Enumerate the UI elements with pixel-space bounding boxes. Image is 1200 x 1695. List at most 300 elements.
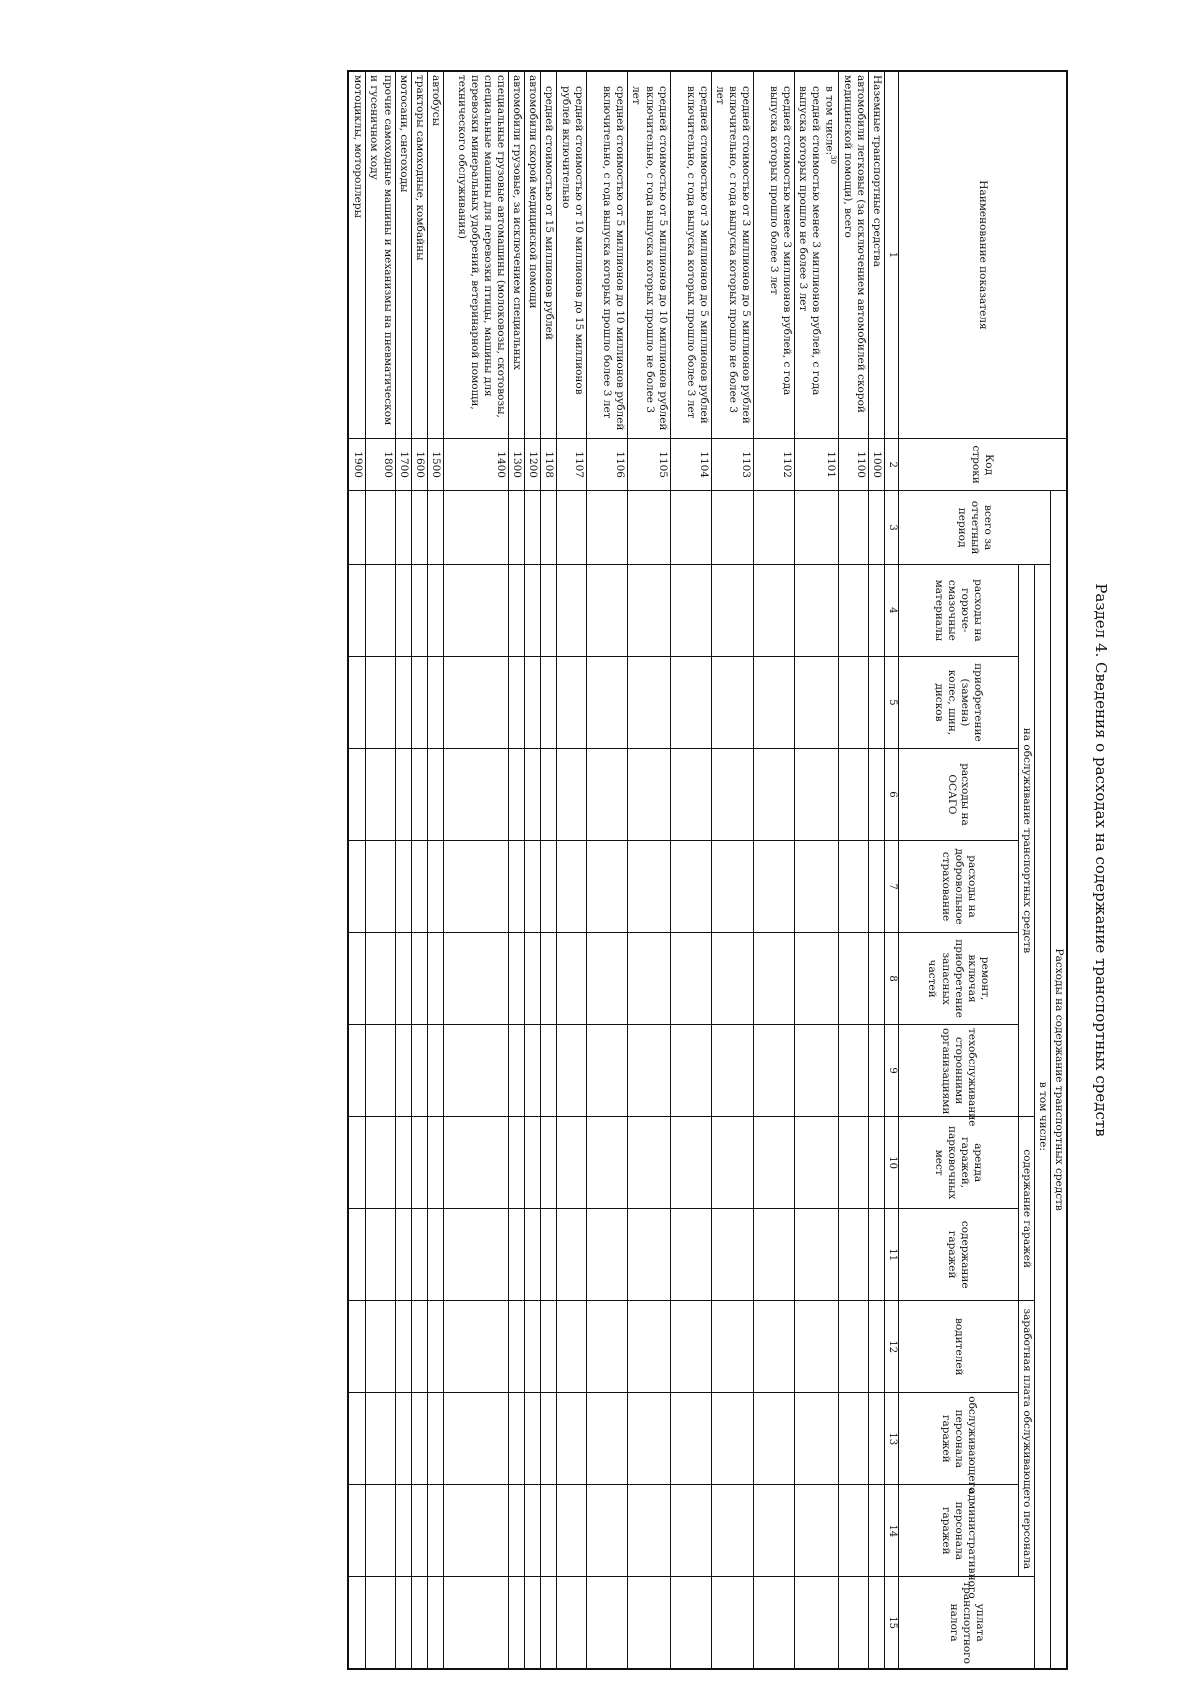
header-garage-staff: обслуживающего персонала гаражей (898, 1393, 1018, 1485)
value-cell[interactable] (349, 1485, 366, 1577)
value-cell[interactable] (587, 1209, 628, 1301)
value-cell[interactable] (395, 1485, 411, 1577)
row-name (411, 71, 427, 438)
value-cell[interactable] (411, 1117, 427, 1209)
value-cell[interactable] (711, 748, 753, 840)
value-cell[interactable] (395, 1117, 411, 1209)
value-cell[interactable] (754, 491, 795, 564)
value-cell[interactable] (411, 748, 427, 840)
value-cell[interactable] (869, 933, 885, 1025)
value-cell[interactable] (525, 840, 541, 932)
value-cell[interactable] (754, 748, 795, 840)
value-cell[interactable] (444, 1485, 509, 1577)
value-cell[interactable] (754, 1209, 795, 1301)
row-name-text: мотоциклы, мотороллеры (351, 75, 364, 218)
value-cell[interactable] (754, 1393, 795, 1485)
header-group-service: на обслуживание транспортных средств (1018, 564, 1034, 1116)
value-cell[interactable] (509, 564, 525, 656)
value-cell[interactable] (670, 564, 711, 656)
header-garage-rent: аренда гаражей, парковочных мест (898, 1117, 1018, 1209)
value-cell[interactable] (395, 748, 411, 840)
value-cell[interactable] (411, 1485, 427, 1577)
table-row (541, 71, 557, 1669)
value-cell[interactable] (670, 840, 711, 932)
value-cell[interactable] (869, 564, 885, 656)
value-cell[interactable] (349, 840, 366, 932)
col-number: 7 (885, 840, 899, 932)
value-cell[interactable] (395, 1301, 411, 1393)
value-cell[interactable] (411, 933, 427, 1025)
header-garage-upkeep: содержание гаражей (898, 1209, 1018, 1301)
col-number: 11 (885, 1209, 899, 1301)
value-cell[interactable] (711, 1117, 753, 1209)
value-cell[interactable] (587, 491, 628, 564)
value-cell[interactable] (839, 1485, 869, 1577)
value-cell[interactable] (670, 1209, 711, 1301)
row-name-prefix: в том числе: (823, 86, 836, 156)
value-cell[interactable] (587, 933, 628, 1025)
value-cell[interactable] (509, 840, 525, 932)
value-cell[interactable] (525, 748, 541, 840)
value-cell[interactable] (525, 1393, 541, 1485)
value-cell[interactable] (509, 656, 525, 748)
value-cell[interactable] (427, 1117, 443, 1209)
value-cell[interactable] (525, 1301, 541, 1393)
value-cell[interactable] (670, 933, 711, 1025)
row-name (628, 71, 670, 438)
value-cell[interactable] (349, 1117, 366, 1209)
value-cell[interactable] (557, 933, 587, 1025)
value-cell[interactable] (541, 1393, 557, 1485)
value-cell[interactable] (839, 1209, 869, 1301)
value-cell[interactable] (349, 656, 366, 748)
value-cell[interactable] (427, 1577, 443, 1669)
header-fuel: расходы на горюче-смазочные материалы (898, 564, 1018, 656)
value-cell[interactable] (557, 748, 587, 840)
value-cell[interactable] (795, 564, 839, 656)
value-cell[interactable] (670, 1485, 711, 1577)
value-cell[interactable] (557, 564, 587, 656)
header-repair: ремонт, включая приобретение запасных частей (898, 933, 1018, 1025)
value-cell[interactable] (411, 1577, 427, 1669)
row-name-text: средней стоимостью от 5 миллионов до 10 миллионов рублей включительно, с года выпуска которых прошло более 3 лет (601, 86, 627, 431)
header-indicator-name: Наименование показателя (898, 71, 1067, 438)
value-cell[interactable] (525, 1577, 541, 1669)
value-cell[interactable] (365, 1301, 395, 1393)
row-name-text: автобусы (430, 75, 442, 127)
value-cell[interactable] (754, 1025, 795, 1117)
value-cell[interactable] (541, 1485, 557, 1577)
value-cell[interactable] (795, 933, 839, 1025)
value-cell[interactable] (509, 748, 525, 840)
value-cell[interactable] (670, 491, 711, 564)
value-cell[interactable] (349, 1025, 366, 1117)
col-number: 3 (885, 491, 899, 564)
value-cell[interactable] (365, 1209, 395, 1301)
row-name (444, 71, 509, 438)
value-cell[interactable] (839, 1301, 869, 1393)
value-cell[interactable] (509, 1393, 525, 1485)
value-cell[interactable] (628, 1025, 670, 1117)
value-cell[interactable] (509, 1117, 525, 1209)
value-cell[interactable] (628, 1577, 670, 1669)
value-cell[interactable] (754, 840, 795, 932)
value-cell[interactable] (349, 933, 366, 1025)
value-cell[interactable] (525, 1485, 541, 1577)
value-cell[interactable] (411, 656, 427, 748)
value-cell[interactable] (711, 1301, 753, 1393)
value-cell[interactable] (395, 1577, 411, 1669)
row-code: 1101 (795, 438, 839, 490)
value-cell[interactable] (444, 840, 509, 932)
value-cell[interactable] (427, 933, 443, 1025)
value-cell[interactable] (839, 840, 869, 932)
value-cell[interactable] (557, 1577, 587, 1669)
value-cell[interactable] (444, 1577, 509, 1669)
value-cell[interactable] (349, 491, 366, 564)
value-cell[interactable] (365, 1025, 395, 1117)
value-cell[interactable] (711, 1485, 753, 1577)
header-drivers: водителей (898, 1301, 1018, 1393)
value-cell[interactable] (349, 1577, 366, 1669)
value-cell[interactable] (670, 656, 711, 748)
value-cell[interactable] (349, 1301, 366, 1393)
value-cell[interactable] (711, 933, 753, 1025)
value-cell[interactable] (711, 1025, 753, 1117)
value-cell[interactable] (711, 840, 753, 932)
value-cell[interactable] (541, 933, 557, 1025)
value-cell[interactable] (365, 1485, 395, 1577)
value-cell[interactable] (427, 491, 443, 564)
table-row (795, 71, 839, 1669)
value-cell[interactable] (349, 1209, 366, 1301)
value-cell[interactable] (541, 1577, 557, 1669)
value-cell[interactable] (525, 933, 541, 1025)
col-number: 10 (885, 1117, 899, 1209)
col-number: 1 (885, 71, 899, 438)
row-name (525, 71, 541, 438)
value-cell[interactable] (869, 1577, 885, 1669)
value-cell[interactable] (444, 933, 509, 1025)
value-cell[interactable] (839, 1025, 869, 1117)
value-cell[interactable] (869, 1301, 885, 1393)
value-cell[interactable] (395, 840, 411, 932)
value-cell[interactable] (839, 656, 869, 748)
value-cell[interactable] (444, 1393, 509, 1485)
value-cell[interactable] (670, 1025, 711, 1117)
value-cell[interactable] (587, 1485, 628, 1577)
value-cell[interactable] (628, 1117, 670, 1209)
value-cell[interactable] (541, 1301, 557, 1393)
col-number: 4 (885, 564, 899, 656)
value-cell[interactable] (411, 1209, 427, 1301)
col-number: 8 (885, 933, 899, 1025)
value-cell[interactable] (795, 1117, 839, 1209)
value-cell[interactable] (411, 1393, 427, 1485)
value-cell[interactable] (411, 491, 427, 564)
col-number: 15 (885, 1577, 899, 1669)
row-code: 1107 (557, 438, 587, 490)
value-cell[interactable] (869, 748, 885, 840)
header-voluntary-insurance: расходы на добровольное страхование (898, 840, 1018, 932)
value-cell[interactable] (411, 1301, 427, 1393)
value-cell[interactable] (754, 1301, 795, 1393)
row-code: 1000 (869, 438, 885, 490)
value-cell[interactable] (349, 748, 366, 840)
value-cell[interactable] (711, 656, 753, 748)
value-cell[interactable] (670, 1577, 711, 1669)
value-cell[interactable] (557, 1209, 587, 1301)
value-cell[interactable] (795, 1393, 839, 1485)
value-cell[interactable] (427, 1209, 443, 1301)
value-cell[interactable] (444, 564, 509, 656)
value-cell[interactable] (525, 656, 541, 748)
rotated-page (30, 30, 1130, 1690)
row-name (839, 71, 869, 438)
value-cell[interactable] (365, 1577, 395, 1669)
value-cell[interactable] (754, 1577, 795, 1669)
row-name-text: специальные грузовые автомашины (молоковозы, скотовозы, специальные машины для перевозки птицы, машины для перевозки минеральных удобрений, ветеринарной помощи, технического обслуживания) (455, 75, 507, 418)
value-cell[interactable] (557, 840, 587, 932)
value-cell[interactable] (795, 1301, 839, 1393)
value-cell[interactable] (628, 1209, 670, 1301)
row-name (587, 71, 628, 438)
value-cell[interactable] (411, 1025, 427, 1117)
value-cell[interactable] (525, 564, 541, 656)
value-cell[interactable] (557, 1393, 587, 1485)
value-cell[interactable] (754, 656, 795, 748)
value-cell[interactable] (795, 1025, 839, 1117)
value-cell[interactable] (444, 1117, 509, 1209)
value-cell[interactable] (869, 1485, 885, 1577)
value-cell[interactable] (444, 1301, 509, 1393)
value-cell[interactable] (525, 1117, 541, 1209)
value-cell[interactable] (541, 564, 557, 656)
value-cell[interactable] (795, 1209, 839, 1301)
value-cell[interactable] (754, 933, 795, 1025)
value-cell[interactable] (628, 1393, 670, 1485)
value-cell[interactable] (395, 656, 411, 748)
value-cell[interactable] (444, 656, 509, 748)
col-number: 9 (885, 1025, 899, 1117)
value-cell[interactable] (509, 1025, 525, 1117)
value-cell[interactable] (557, 1485, 587, 1577)
table-row (839, 71, 869, 1669)
value-cell[interactable] (365, 840, 395, 932)
value-cell[interactable] (427, 656, 443, 748)
value-cell[interactable] (444, 748, 509, 840)
value-cell[interactable] (509, 1577, 525, 1669)
value-cell[interactable] (587, 656, 628, 748)
value-cell[interactable] (509, 1485, 525, 1577)
value-cell[interactable] (795, 748, 839, 840)
value-cell[interactable] (587, 1577, 628, 1669)
value-cell[interactable] (795, 840, 839, 932)
header-group-main: Расходы на содержание транспортных средств (1050, 491, 1067, 1669)
table-row (509, 71, 525, 1669)
value-cell[interactable] (869, 1025, 885, 1117)
value-cell[interactable] (365, 933, 395, 1025)
value-cell[interactable] (365, 564, 395, 656)
row-code: 1108 (541, 438, 557, 490)
value-cell[interactable] (587, 564, 628, 656)
value-cell[interactable] (557, 1025, 587, 1117)
value-cell[interactable] (557, 1301, 587, 1393)
value-cell[interactable] (444, 491, 509, 564)
value-cell[interactable] (754, 564, 795, 656)
value-cell[interactable] (365, 1393, 395, 1485)
row-name-text: автомобили грузовые, за исключением специальных (511, 75, 524, 370)
value-cell[interactable] (427, 1393, 443, 1485)
value-cell[interactable] (349, 564, 366, 656)
value-cell[interactable] (628, 748, 670, 840)
value-cell[interactable] (795, 1485, 839, 1577)
value-cell[interactable] (541, 1117, 557, 1209)
value-cell[interactable] (427, 840, 443, 932)
value-cell[interactable] (587, 748, 628, 840)
value-cell[interactable] (365, 748, 395, 840)
value-cell[interactable] (839, 748, 869, 840)
row-code: 1103 (711, 438, 753, 490)
table-row (557, 71, 587, 1669)
value-cell[interactable] (427, 1025, 443, 1117)
value-cell[interactable] (525, 1209, 541, 1301)
value-cell[interactable] (711, 491, 753, 564)
table-row (711, 71, 753, 1669)
value-cell[interactable] (444, 1209, 509, 1301)
value-cell[interactable] (628, 564, 670, 656)
value-cell[interactable] (628, 1485, 670, 1577)
value-cell[interactable] (628, 1301, 670, 1393)
value-cell[interactable] (587, 1025, 628, 1117)
value-cell[interactable] (411, 564, 427, 656)
value-cell[interactable] (395, 933, 411, 1025)
value-cell[interactable] (670, 1393, 711, 1485)
col-number: 2 (885, 438, 899, 490)
row-code: 1800 (365, 438, 395, 490)
value-cell[interactable] (395, 564, 411, 656)
value-cell[interactable] (587, 1117, 628, 1209)
table-body (349, 71, 885, 1669)
row-name (754, 71, 795, 438)
value-cell[interactable] (869, 1393, 885, 1485)
value-cell[interactable] (427, 564, 443, 656)
value-cell[interactable] (541, 1209, 557, 1301)
value-cell[interactable] (869, 840, 885, 932)
value-cell[interactable] (365, 491, 395, 564)
value-cell[interactable] (670, 1301, 711, 1393)
value-cell[interactable] (395, 491, 411, 564)
value-cell[interactable] (670, 748, 711, 840)
value-cell[interactable] (557, 656, 587, 748)
value-cell[interactable] (395, 1393, 411, 1485)
value-cell[interactable] (525, 1025, 541, 1117)
row-name-text: автомобили скорой медицинской помощи (527, 75, 540, 309)
value-cell[interactable] (711, 564, 753, 656)
row-code: 1500 (427, 438, 443, 490)
value-cell[interactable] (509, 1301, 525, 1393)
table-row (525, 71, 541, 1669)
value-cell[interactable] (587, 840, 628, 932)
page-title: Раздел 4. Сведения о расходах на содержание транспортных средств (1092, 583, 1110, 1137)
value-cell[interactable] (427, 748, 443, 840)
row-name (711, 71, 753, 438)
footnote-mark: 30 (829, 155, 837, 165)
value-cell[interactable] (541, 1025, 557, 1117)
header-osago: расходы на ОСАГО (898, 748, 1018, 840)
value-cell[interactable] (628, 933, 670, 1025)
row-code: 1200 (525, 438, 541, 490)
value-cell[interactable] (395, 1025, 411, 1117)
value-cell[interactable] (427, 1301, 443, 1393)
value-cell[interactable] (587, 1393, 628, 1485)
value-cell[interactable] (628, 491, 670, 564)
value-cell[interactable] (869, 1209, 885, 1301)
header-line-code: Код строки (898, 438, 1067, 490)
value-cell[interactable] (795, 491, 839, 564)
value-cell[interactable] (587, 1301, 628, 1393)
value-cell[interactable] (349, 1393, 366, 1485)
value-cell[interactable] (711, 1577, 753, 1669)
value-cell[interactable] (541, 748, 557, 840)
value-cell[interactable] (839, 491, 869, 564)
value-cell[interactable] (427, 1485, 443, 1577)
expenses-table (348, 70, 1069, 1670)
value-cell[interactable] (365, 1117, 395, 1209)
value-cell[interactable] (869, 491, 885, 564)
value-cell[interactable] (509, 1209, 525, 1301)
value-cell[interactable] (541, 840, 557, 932)
value-cell[interactable] (754, 1485, 795, 1577)
value-cell[interactable] (628, 656, 670, 748)
table-row (670, 71, 711, 1669)
value-cell[interactable] (670, 1117, 711, 1209)
value-cell[interactable] (541, 656, 557, 748)
value-cell[interactable] (839, 1393, 869, 1485)
row-name-text: средней стоимостью от 3 миллионов до 5 миллионов рублей включительно, с года выпуска которых прошло не более 3 лет (713, 86, 753, 424)
value-cell[interactable] (395, 1209, 411, 1301)
row-name-text: средней стоимостью от 10 миллионов до 15 миллионов рублей включительно (560, 86, 586, 395)
value-cell[interactable] (795, 656, 839, 748)
value-cell[interactable] (795, 1577, 839, 1669)
value-cell[interactable] (509, 933, 525, 1025)
row-code: 1102 (754, 438, 795, 490)
value-cell[interactable] (711, 1209, 753, 1301)
value-cell[interactable] (869, 1117, 885, 1209)
row-name-text: средней стоимостью от 15 миллионов рублей (543, 86, 556, 340)
value-cell[interactable] (411, 840, 427, 932)
value-cell[interactable] (869, 656, 885, 748)
value-cell[interactable] (839, 933, 869, 1025)
value-cell[interactable] (754, 1117, 795, 1209)
value-cell[interactable] (628, 840, 670, 932)
value-cell[interactable] (444, 1025, 509, 1117)
value-cell[interactable] (365, 656, 395, 748)
value-cell[interactable] (525, 491, 541, 564)
value-cell[interactable] (541, 491, 557, 564)
row-name (427, 71, 443, 438)
value-cell[interactable] (839, 1117, 869, 1209)
value-cell[interactable] (557, 1117, 587, 1209)
row-code: 1900 (349, 438, 366, 490)
value-cell[interactable] (557, 491, 587, 564)
value-cell[interactable] (509, 491, 525, 564)
value-cell[interactable] (839, 564, 869, 656)
row-name-text: Наземные транспортные средства (871, 75, 884, 267)
value-cell[interactable] (711, 1393, 753, 1485)
row-name-text: автомобили легковые (за исключением автомобилей скорой медицинской помощи), всего (841, 75, 867, 413)
value-cell[interactable] (839, 1577, 869, 1669)
